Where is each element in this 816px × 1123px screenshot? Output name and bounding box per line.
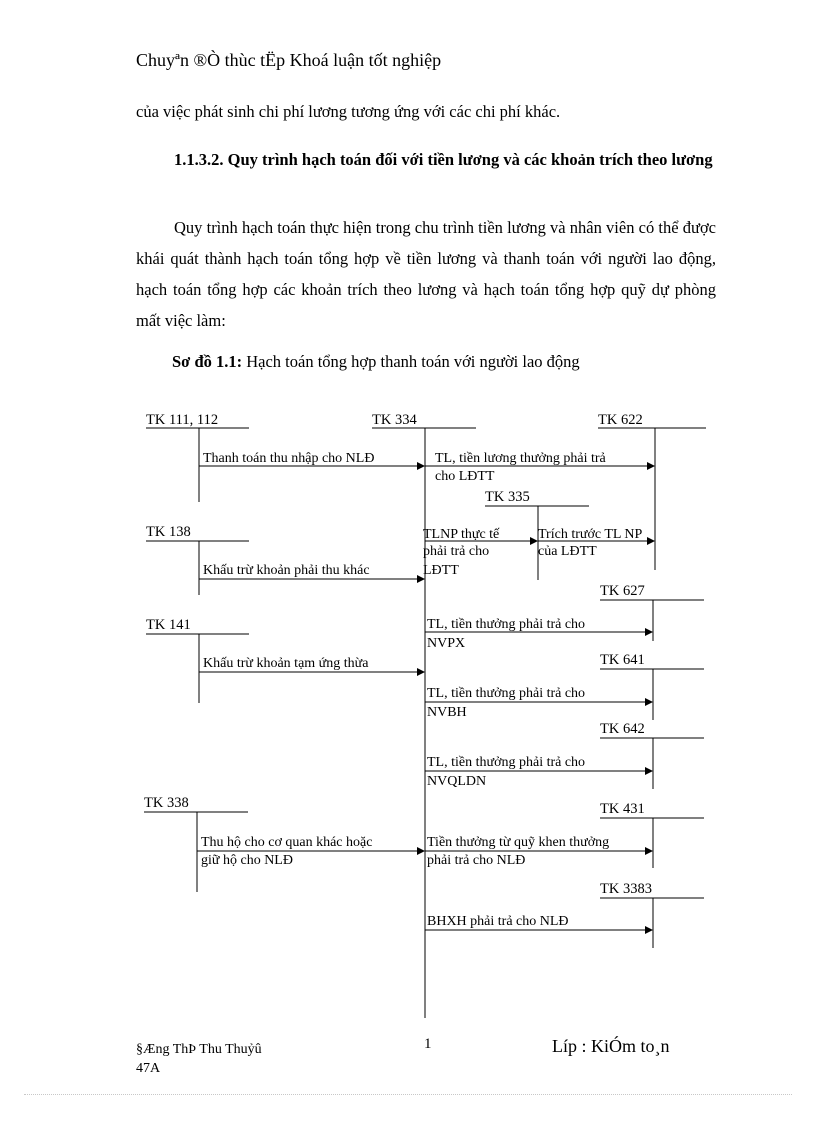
account-tk622: TK 622 [598, 412, 643, 428]
page-header: Chuyªn ®Ò thùc tËp Khoá luận tốt nghiệp [136, 50, 442, 70]
author-class: 47A [136, 1061, 161, 1076]
section-heading: 1.1.3.2. Quy trình hạch toán đối với tiền lương và các khoản trích theo lương [174, 150, 713, 169]
label-khau-tru-tam-ung: Khấu trừ khoản tạm ứng thừa [203, 656, 369, 671]
caption-label: Sơ đồ 1.1: [172, 352, 243, 371]
author-suffix: û [254, 1042, 262, 1057]
label-tl-ldtt-1: TL, tiền lương thưởng phải trả [435, 451, 606, 466]
label-nvql-2: NVQLDN [427, 774, 487, 789]
label-pay-income: Thanh toán thu nhập cho NLĐ [203, 451, 375, 466]
author-name: §Æng ThÞ Thu Thuỷ [136, 1042, 255, 1057]
label-nvpx-2: NVPX [427, 636, 466, 651]
label-nvbh-2: NVBH [427, 705, 467, 720]
label-nvbh-1: TL, tiền thưởng phải trả cho [427, 686, 586, 701]
page-number: 1 [424, 1036, 432, 1052]
account-tk431: TK 431 [600, 801, 645, 817]
label-tl-ldtt-2: cho LĐTT [435, 469, 495, 484]
account-tk642: TK 642 [600, 721, 645, 737]
account-tk138: TK 138 [146, 524, 191, 540]
account-tk141: TK 141 [146, 617, 191, 633]
label-trich-2: của LĐTT [538, 544, 597, 559]
label-thuong-2: phải trả cho NLĐ [427, 853, 526, 868]
account-tk335: TK 335 [485, 489, 530, 505]
label-tlnp-2: phải trả cho [423, 544, 490, 559]
label-tlnp-3: LĐTT [423, 563, 459, 578]
label-nvql-1: TL, tiền thưởng phải trả cho [427, 755, 586, 770]
account-tk334: TK 334 [372, 412, 417, 428]
label-bhxh: BHXH phải trả cho NLĐ [427, 914, 569, 929]
account-tk3383: TK 3383 [600, 881, 652, 897]
label-thu-ho-1: Thu hộ cho cơ quan khác hoặc [201, 835, 373, 850]
body-paragraph: Quy trình hạch toán thực hiện trong chu trình tiền lương và nhân viên có thể được khái quát thành hạch toán tổng hợp về tiền lương và thanh toán với người lao động, hạch toán tổng hợp các khoản trích theo lương và hạch toán tổng hợp quỹ dự phòng mất việc làm: [136, 218, 716, 330]
footer-author [136, 1040, 262, 1078]
label-khau-tru-thu: Khấu trừ khoản phải thu khác [203, 563, 370, 578]
label-tlnp-1: TLNP thực tế [423, 527, 500, 542]
label-thuong-1: Tiền thưởng từ quỹ khen thưởng [427, 835, 610, 850]
page-bottom-rule [24, 1094, 792, 1095]
label-thu-ho-2: giữ hộ cho NLĐ [201, 853, 293, 868]
account-tk338: TK 338 [144, 795, 189, 811]
account-tk627: TK 627 [600, 583, 645, 599]
footer-department: Líp : KiÓm to¸n [552, 1036, 670, 1056]
caption-text: Hạch toán tổng hợp thanh toán với người lao động [242, 352, 580, 371]
label-trich-1: Trích trước TL NP [538, 527, 643, 542]
label-nvpx-1: TL, tiền thưởng phải trả cho [427, 617, 586, 632]
account-tk641: TK 641 [600, 652, 645, 668]
paragraph-continuation: của việc phát sinh chi phí lương tương ứng với các chi phí khác. [136, 102, 561, 121]
account-tk111: TK 111, 112 [146, 412, 219, 428]
